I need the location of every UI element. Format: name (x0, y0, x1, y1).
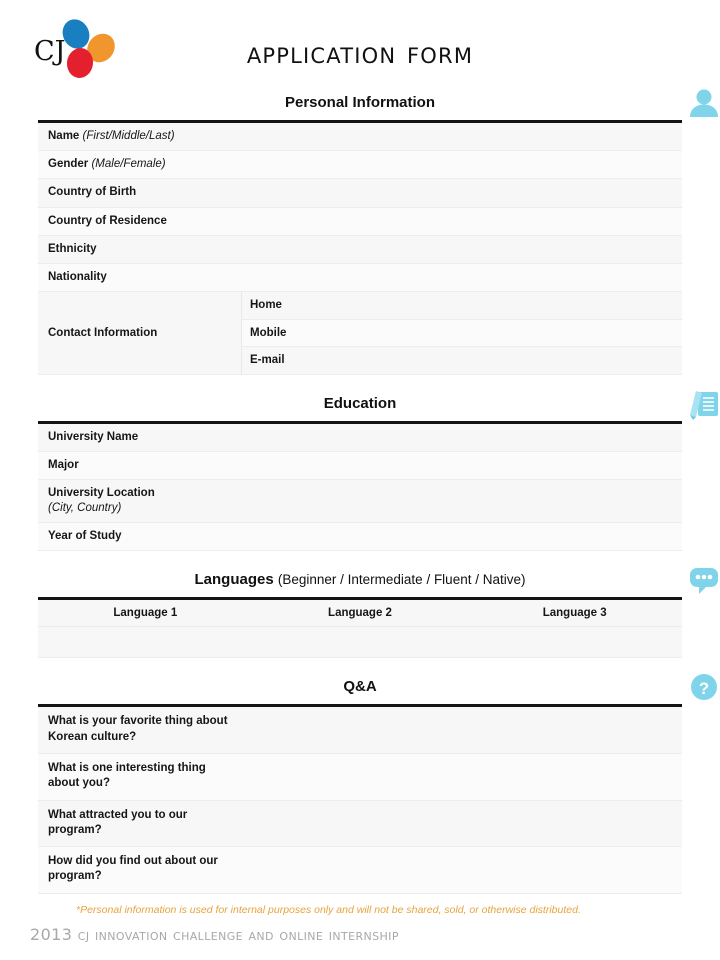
svg-text:CJ: CJ (34, 36, 66, 67)
qa-section-title: Q&A (343, 678, 377, 696)
contact-row-mobile[interactable] (242, 320, 682, 348)
table-row[interactable] (38, 480, 682, 523)
person-icon (686, 86, 720, 120)
field-label-country-of-residence: Country of Residence (48, 214, 167, 227)
svg-text:?: ? (698, 679, 710, 699)
contact-label-mobile: Mobile (250, 326, 287, 339)
qa-question-row[interactable] (38, 801, 682, 848)
field-hint: (City, Country) (48, 502, 122, 515)
field-hint: (First/Middle/Last) (82, 130, 175, 142)
field-label-university-name: University Name (48, 430, 139, 443)
qa-question-line: What attracted you to our (48, 808, 188, 821)
field-label-year-of-study: Year of Study (48, 530, 122, 543)
personal-rows (38, 123, 682, 375)
field-label-university-location: University Location (City, Country) (38, 480, 155, 522)
table-row[interactable] (38, 151, 682, 179)
contact-row-home[interactable] (242, 292, 682, 320)
field-label-contact-information: Contact Information (48, 326, 158, 339)
qa-question-row[interactable] (38, 847, 682, 894)
qa-question-line: program? (48, 823, 102, 836)
contact-row-email[interactable] (242, 347, 682, 374)
spacer (0, 375, 720, 393)
section-languages (38, 569, 682, 658)
qa-question-line: What is your favorite thing about (48, 715, 228, 728)
page-title: application form (246, 36, 474, 71)
column-header-language-1: Language 1 (113, 607, 178, 620)
table-row[interactable] (38, 424, 682, 452)
qa-question-row[interactable] (38, 707, 682, 754)
languages-column-headers (38, 600, 682, 627)
table-row[interactable] (38, 179, 682, 207)
education-rows (38, 424, 682, 552)
education-section-head (38, 393, 682, 421)
speech-bubble-icon (686, 563, 720, 597)
notepad-icon (686, 387, 720, 421)
field-label-nationality: Nationality (48, 270, 107, 283)
column-header-language-2: Language 2 (328, 607, 392, 620)
table-row[interactable] (38, 523, 682, 551)
section-qa (38, 676, 710, 893)
qa-question-line: Korean culture? (48, 730, 137, 743)
qa-question-line: How did you find out about our (48, 855, 218, 868)
personal-section-title: Personal Information (284, 94, 436, 111)
contact-label-home: Home (250, 299, 282, 312)
question-mark-icon (686, 670, 720, 704)
table-row[interactable] (38, 208, 682, 236)
page-header (0, 0, 720, 92)
program-footer: 2013 cj innovation challenge and online internship (30, 925, 399, 944)
personal-section-head (38, 92, 682, 120)
column-header-language-3: Language 3 (542, 607, 607, 620)
qa-section-head (38, 676, 710, 704)
table-row[interactable] (38, 123, 682, 151)
qa-question-row[interactable] (38, 754, 682, 801)
qa-question-line: about you? (48, 777, 110, 790)
table-row[interactable] (38, 264, 682, 292)
qa-rows (38, 707, 682, 893)
contact-sub-rows (241, 292, 682, 374)
section-personal-information (38, 92, 682, 375)
table-row[interactable] (38, 452, 682, 480)
spacer (0, 551, 720, 569)
field-label-ethnicity: Ethnicity (48, 242, 97, 255)
field-label-country-of-birth: Country of Birth (48, 186, 137, 199)
languages-section-head (38, 569, 682, 597)
qa-question-line: program? (48, 870, 102, 883)
qa-question-line: What is one interesting thing (48, 761, 206, 774)
privacy-disclaimer: *Personal information is used for internal purposes only and will not be shared, sold, or otherwise distributed. (76, 903, 581, 916)
languages-entry-row[interactable] (38, 627, 682, 658)
field-label-gender: Gender (Male/Female) (48, 158, 166, 171)
education-section-title: Education (323, 394, 397, 412)
section-education (38, 393, 682, 552)
table-row[interactable] (38, 236, 682, 264)
field-label-name: Name (First/Middle/Last) (48, 130, 175, 142)
contact-label-email: E-mail (250, 354, 285, 367)
field-hint: (Male/Female) (91, 158, 166, 171)
languages-section-title: Languages (Beginner / Intermediate / Fluent / Native) (194, 571, 526, 589)
languages-scale-hint: (Beginner / Intermediate / Fluent / Native) (277, 572, 526, 588)
field-label-major: Major (48, 458, 79, 471)
contact-information-block (38, 292, 682, 375)
spacer (0, 658, 720, 676)
